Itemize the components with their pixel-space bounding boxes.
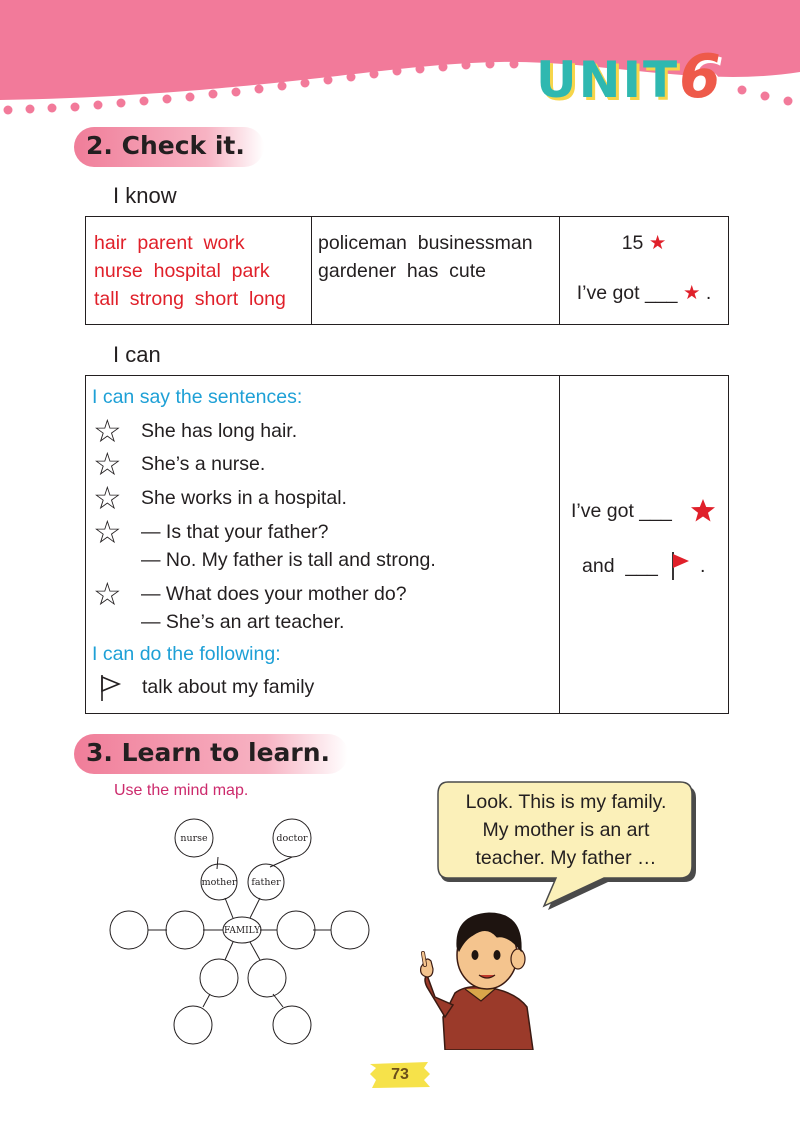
got-flags-text: and ___ (582, 555, 658, 577)
star-icon (690, 498, 716, 523)
can-do-item: talk about my family (142, 676, 315, 698)
speech-line: Look. This is my family. (465, 791, 667, 813)
boy-illustration (405, 905, 545, 1050)
sentence: She’s a nurse. (141, 453, 266, 475)
mind-map-node-nurse: nurse (180, 833, 208, 844)
sentence: — What does your mother do? (141, 583, 407, 605)
i-can-score-cell (560, 376, 729, 714)
speech-line: My mother is an art (482, 819, 650, 841)
sentence: — She’s an art teacher. (141, 611, 345, 633)
star-icon: ★ (648, 232, 667, 254)
outline-star-icon: ☆ (93, 514, 122, 550)
sentence: She works in a hospital. (141, 487, 347, 509)
i-know-score (560, 217, 729, 325)
outline-star-icon: ☆ (93, 413, 122, 449)
mind-map-node-mother: mother (201, 877, 237, 888)
outline-flag-icon (98, 673, 124, 703)
period: . (705, 282, 712, 304)
i-can-heading: I can (113, 342, 161, 367)
star-icon: ★ (682, 282, 701, 304)
mind-map (105, 812, 375, 1052)
outline-star-icon: ☆ (93, 480, 122, 516)
word-list-red: hair parent work nurse hospital park tall strong short long (86, 217, 312, 325)
outline-star-icon: ☆ (93, 446, 122, 482)
speech-line: teacher. My father … (475, 847, 657, 869)
section3-title: 3. Learn to learn. (86, 738, 331, 767)
word-list-black: policeman businessman gardener has cute (312, 217, 560, 325)
period: . (700, 555, 706, 577)
got-stars-text: I’ve got ___ (571, 500, 672, 522)
mind-map-node-father: father (251, 877, 281, 888)
unit-word: UNIT (536, 51, 680, 109)
sentence: — No. My father is tall and strong. (141, 549, 436, 571)
mind-map-node-doctor: doctor (276, 833, 308, 844)
outline-star-icon: ☆ (93, 576, 122, 612)
say-sentences-heading: I can say the sentences: (92, 386, 303, 408)
total-stars: 15 (621, 232, 644, 254)
flag-icon (669, 550, 693, 582)
mind-map-caption: Use the mind map. (114, 782, 249, 799)
sentence: — Is that your father? (141, 521, 329, 543)
unit-number: 6 (679, 42, 723, 112)
section2-title: 2. Check it. (86, 131, 245, 160)
speech-text (446, 788, 686, 872)
mind-map-center: FAMILY (223, 926, 261, 936)
sentence: She has long hair. (141, 420, 298, 442)
got-stars-text: I’ve got ___ (576, 282, 678, 304)
do-following-heading: I can do the following: (92, 643, 281, 665)
unit-title (536, 42, 723, 112)
i-know-heading: I know (113, 183, 177, 208)
page-number: 73 (391, 1066, 409, 1083)
i-know-table (85, 216, 729, 325)
